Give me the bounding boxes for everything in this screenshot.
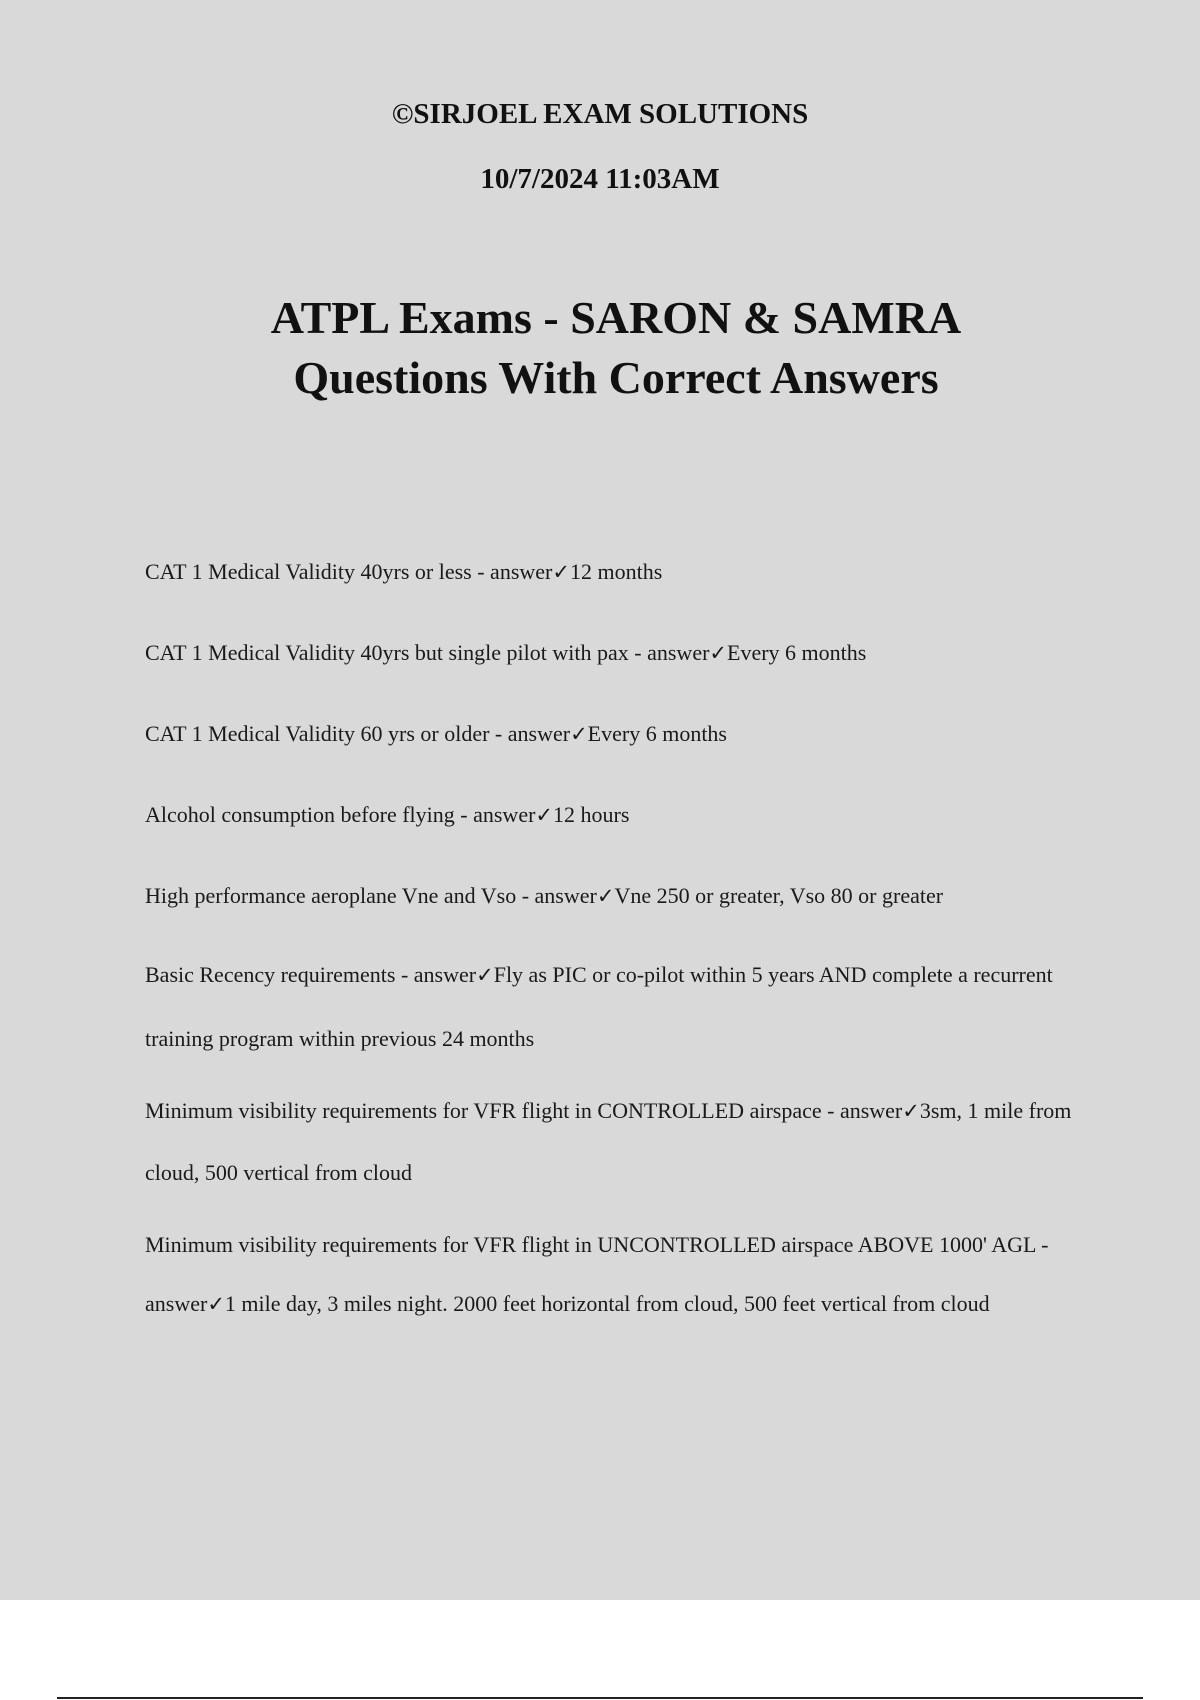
checkmark-icon: ✓ [552, 560, 570, 584]
company-name: ©SIRJOEL EXAM SOLUTIONS [391, 98, 809, 130]
answer-text: Vne 250 or greater, Vso 80 or greater [614, 883, 944, 908]
question-text: High performance aeroplane Vne and Vso - answer [145, 883, 597, 908]
answer-text: 3sm, 1 mile from cloud, 500 vertical from cloud [145, 1098, 1072, 1185]
document-datetime: 10/7/2024 11:03AM [480, 163, 720, 195]
footer-divider [57, 1697, 1143, 1699]
qa-item [145, 719, 1095, 749]
checkmark-icon: ✓ [902, 1099, 920, 1123]
answer-text: Every 6 months [727, 640, 867, 665]
answer-text: Fly as PIC or co-pilot within 5 years AND complete a recurrent training program within previous 24 months [145, 962, 1053, 1051]
checkmark-icon: ✓ [596, 884, 615, 908]
qa-item [145, 638, 1095, 668]
qa-item [145, 1080, 1095, 1203]
answer-text: 1 mile day, 3 miles night. 2000 feet horizontal from cloud, 500 feet vertical from cloud [224, 1291, 990, 1316]
question-text: CAT 1 Medical Validity 40yrs but single pilot with pax - answer [145, 640, 710, 665]
document-title [0, 288, 1200, 408]
checkmark-icon: ✓ [709, 641, 728, 665]
qa-item [145, 800, 1095, 830]
question-text: Minimum visibility requirements for VFR flight in UNCONTROLLED airspace ABOVE 1000' AGL - answer [145, 1232, 1049, 1316]
question-text: CAT 1 Medical Validity 60 yrs or older - answer [145, 721, 571, 746]
title-line-2: Questions With Correct Answers [293, 352, 939, 403]
answer-text: Every 6 months [587, 721, 727, 746]
question-text: CAT 1 Medical Validity 40yrs or less - answer [145, 559, 553, 584]
qa-item [145, 557, 1095, 587]
title-line-1: ATPL Exams - SARON & SAMRA [270, 292, 962, 343]
qa-item [145, 1215, 1095, 1334]
checkmark-icon: ✓ [570, 722, 588, 746]
question-text: Minimum visibility requirements for VFR flight in CONTROLLED airspace - answer [145, 1098, 903, 1123]
question-text: Alcohol consumption before flying - answer [145, 802, 536, 827]
checkmark-icon: ✓ [535, 803, 554, 827]
qa-item [145, 881, 1095, 911]
question-text: Basic Recency requirements - answer [145, 962, 477, 987]
qa-item [145, 943, 1095, 1070]
answer-text: 12 hours [553, 802, 630, 827]
checkmark-icon: ✓ [207, 1292, 225, 1316]
checkmark-icon: ✓ [476, 963, 494, 987]
answer-text: 12 months [569, 559, 663, 584]
